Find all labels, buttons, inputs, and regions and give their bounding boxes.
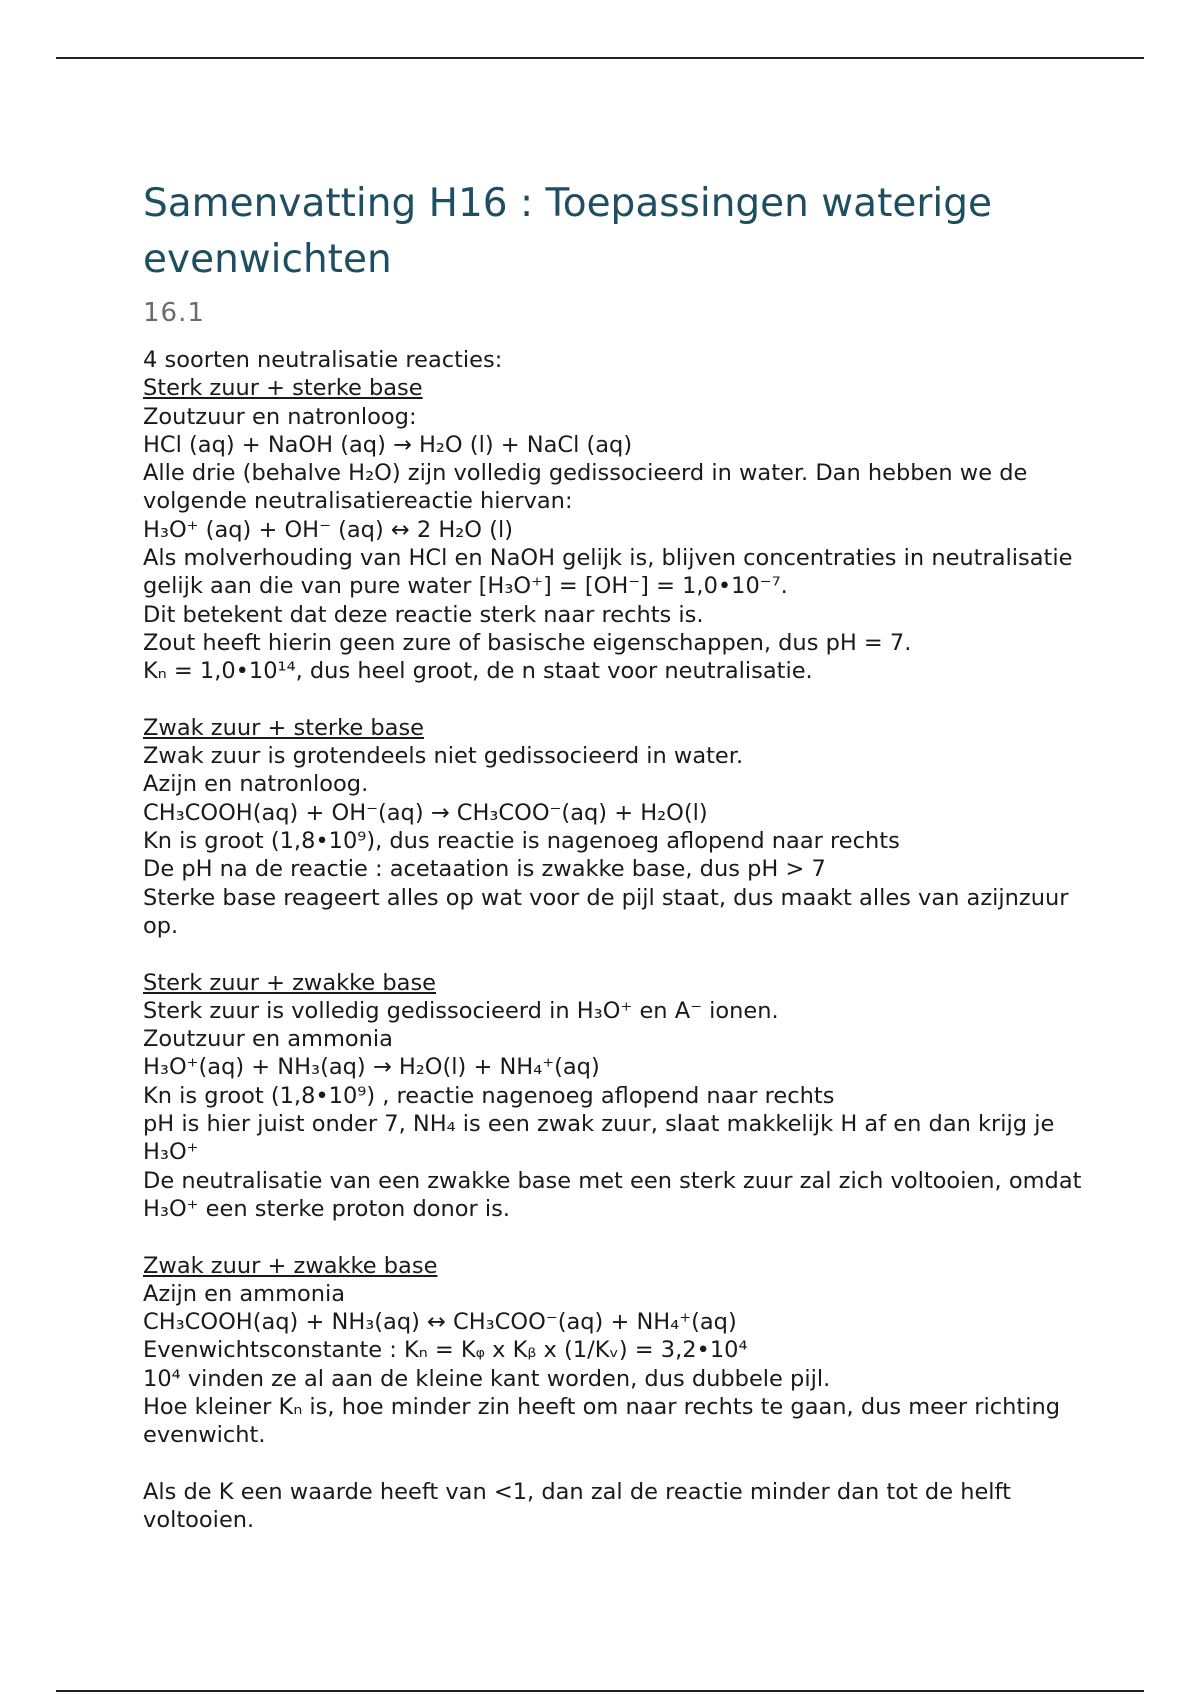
section-number: 16.1 — [143, 298, 205, 328]
text-line: Hoe kleiner Kₙ is, hoe minder zin heeft om naar rechts te gaan, dus meer richting evenwicht. — [143, 1393, 1061, 1449]
bottom-divider — [56, 1690, 1144, 1692]
section-heading-strong-acid-strong-base: Sterk zuur + sterke base — [143, 375, 423, 402]
text-line: Dit betekent dat deze reactie sterk naar rechts is. — [143, 601, 704, 628]
section-heading-weak-acid-strong-base: Zwak zuur + sterke base — [143, 714, 425, 741]
equation-line: CH₃COOH(aq) + NH₃(aq) ↔ CH₃COO⁻(aq) + NH₄⁺(aq) — [143, 1309, 737, 1336]
paragraph-gap — [143, 1450, 1103, 1478]
equation-line: CH₃COOH(aq) + OH⁻(aq) → CH₃COO⁻(aq) + H₂O(l) — [143, 799, 708, 826]
section-heading-strong-acid-weak-base: Sterk zuur + zwakke base — [143, 969, 437, 996]
text-line: Azijn en ammonia — [143, 1280, 346, 1307]
section-heading-weak-acid-weak-base: Zwak zuur + zwakke base — [143, 1252, 438, 1279]
text-line: Sterk zuur is volledig gedissocieerd in H₃O⁺ en A⁻ ionen. — [143, 997, 779, 1024]
closing-line: Als de K een waarde heeft van <1, dan zal de reactie minder dan tot de helft voltooien. — [143, 1478, 1011, 1534]
top-divider — [56, 57, 1144, 59]
paragraph-gap — [143, 940, 1103, 968]
equation-line: H₃O⁺(aq) + NH₃(aq) → H₂O(l) + NH₄⁺(aq) — [143, 1054, 600, 1081]
text-line: Kₙ = 1,0•10¹⁴, dus heel groot, de n staat voor neutralisatie. — [143, 658, 813, 685]
equation-line: H₃O⁺ (aq) + OH⁻ (aq) ↔ 2 H₂O (l) — [143, 516, 513, 543]
text-line: pH is hier juist onder 7, NH₄ is een zwak zuur, slaat makkelijk H af en dan krijg je H₃O⁺ — [143, 1111, 1055, 1166]
text-line: Azijn en natronloog. — [143, 771, 369, 798]
text-line: De pH na de reactie : acetaation is zwakke base, dus pH > 7 — [143, 856, 826, 883]
intro-line: 4 soorten neutralisatie reacties: — [143, 347, 503, 373]
text-line: De neutralisatie van een zwakke base met een sterk zuur zal zich voltooien, omdat H₃O⁺ een sterke proton donor is. — [143, 1167, 1082, 1222]
page-title: Samenvatting H16 : Toepassingen waterige evenwichten — [143, 181, 992, 282]
text-line: Kn is groot (1,8•10⁹), dus reactie is nagenoeg aflopend naar rechts — [143, 828, 900, 855]
text-line: 10⁴ vinden ze al aan de kleine kant worden, dus dubbele pijl. — [143, 1365, 831, 1392]
text-line: Als molverhouding van HCl en NaOH gelijk is, blijven concentraties in neutralisatie gelijk aan die van pure water [H₃O⁺] = [OH⁻] = 1,0•10⁻⁷. — [143, 545, 1073, 600]
text-line: Zwak zuur is grotendeels niet gedissocieerd in water. — [143, 743, 744, 770]
text-line: Zoutzuur en natronloog: — [143, 403, 417, 430]
text-line: Zoutzuur en ammonia — [143, 1026, 393, 1053]
paragraph-gap — [143, 1223, 1103, 1251]
text-line: Zout heeft hierin geen zure of basische eigenschappen, dus pH = 7. — [143, 629, 912, 656]
text-line: Alle drie (behalve H₂O) zijn volledig gedissocieerd in water. Dan hebben we de volgende neutralisatiereactie hiervan: — [143, 460, 1028, 515]
equation-line: Evenwichtsconstante : Kₙ = Kᵩ x Kᵦ x (1/Kᵥ) = 3,2•10⁴ — [143, 1337, 748, 1364]
document-text — [143, 346, 1103, 1534]
text-line: Sterke base reageert alles op wat voor de pijl staat, dus maakt alles van azijnzuur op. — [143, 884, 1069, 939]
paragraph-gap — [143, 686, 1103, 714]
equation-line: HCl (aq) + NaOH (aq) → H₂O (l) + NaCl (aq) — [143, 431, 633, 458]
text-line: Kn is groot (1,8•10⁹) , reactie nagenoeg aflopend naar rechts — [143, 1082, 835, 1109]
document-body — [143, 176, 1103, 1534]
